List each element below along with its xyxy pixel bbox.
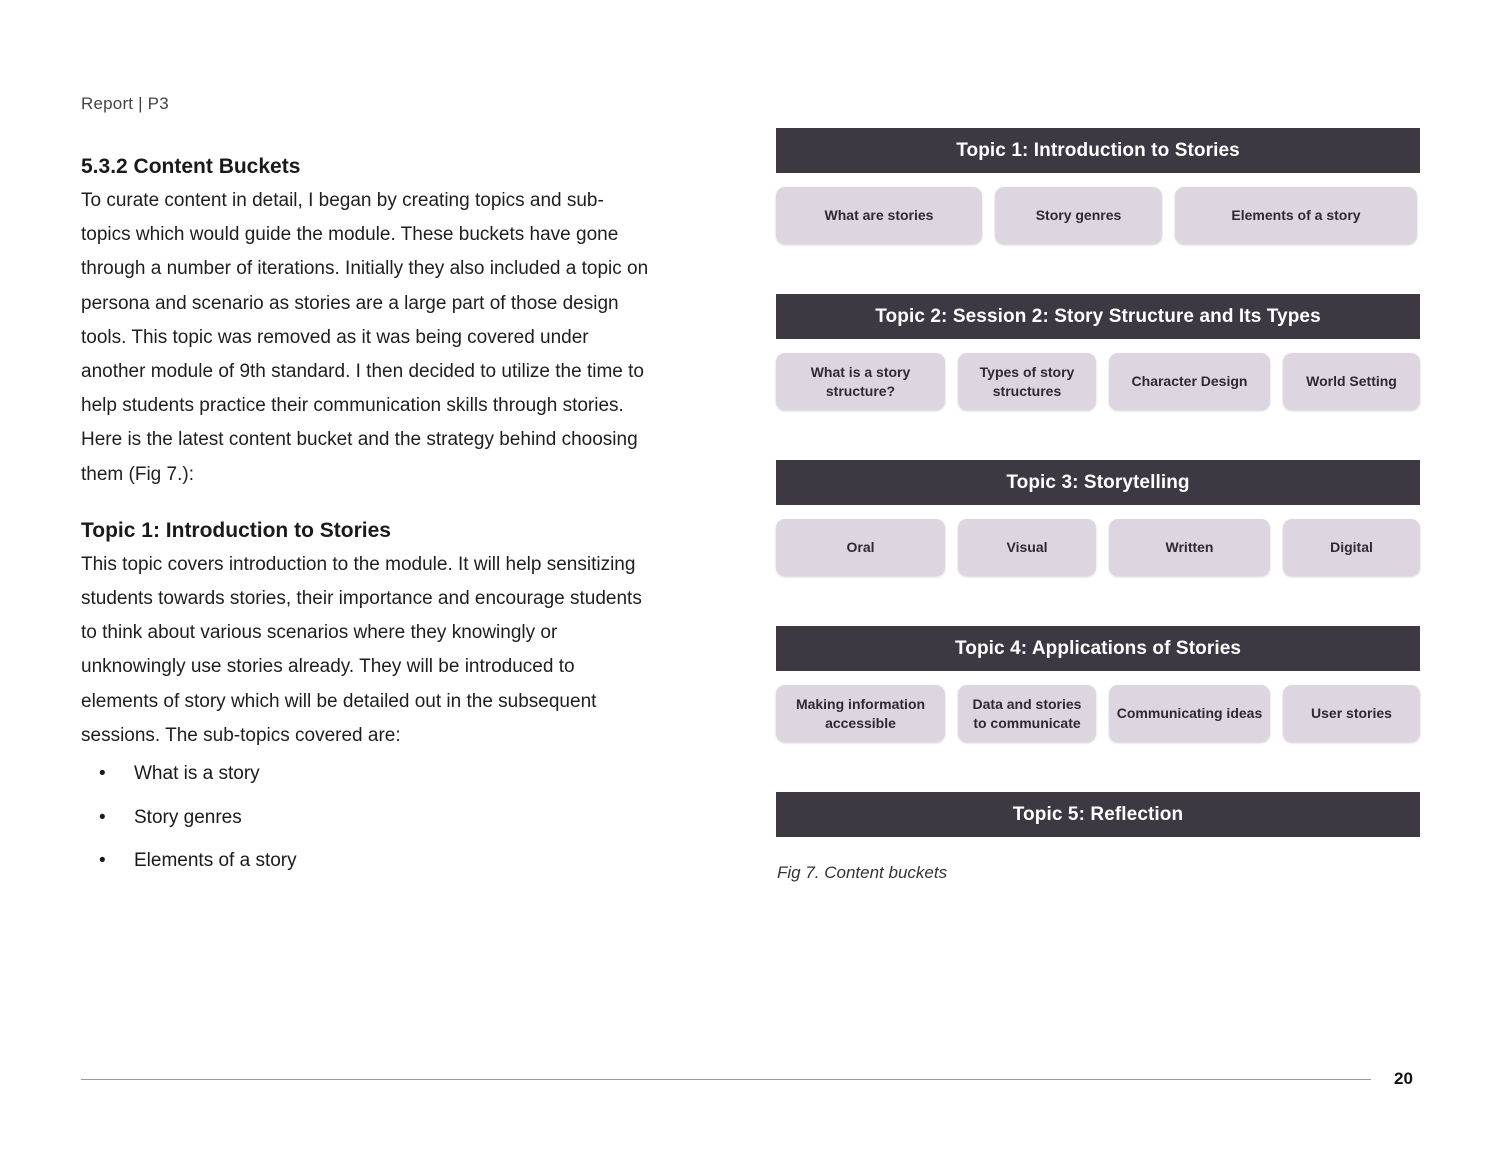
list-item	[81, 805, 651, 830]
subtopic-chip: Digital	[1283, 519, 1420, 576]
subtopic-chip: Communicating ideas	[1109, 685, 1270, 742]
topic1-paragraph: This topic covers introduction to the module. It will help sensitizing students towards stories, their importance and encourage students to think about various scenarios where they knowingly or unknowingly use stories already. They will be introduced to elements of story which will be detailed out in the subsequent sessions. The sub-topics covered are:	[81, 553, 642, 746]
content-buckets-diagram	[776, 128, 1420, 837]
topic-bar-1: Topic 1: Introduction to Stories	[776, 128, 1420, 173]
subtopic-chip: What is a story structure?	[776, 353, 945, 410]
subtopic-chip: User stories	[1283, 685, 1420, 742]
topic-bar-4: Topic 4: Applications of Stories	[776, 626, 1420, 671]
topic-block-1	[776, 128, 1420, 244]
section-heading: 5.3.2 Content Buckets	[81, 155, 301, 178]
subtopic-list	[81, 761, 651, 873]
subtopic-chip: Data and stories to communicate	[958, 685, 1096, 742]
topic-bar-2: Topic 2: Session 2: Story Structure and Its Types	[776, 294, 1420, 339]
topic-block-3	[776, 460, 1420, 576]
list-item-label: Story genres	[134, 806, 242, 828]
figure-caption: Fig 7. Content buckets	[777, 863, 948, 882]
topic-bar-3: Topic 3: Storytelling	[776, 460, 1420, 505]
subtopic-chip: Visual	[958, 519, 1096, 576]
subtopic-row-3	[776, 519, 1420, 576]
subtopic-chip: Oral	[776, 519, 945, 576]
subtopic-chip: What are stories	[776, 187, 982, 244]
subtopic-row-2	[776, 353, 1420, 410]
topic-block-5	[776, 792, 1420, 837]
topic-bar-5: Topic 5: Reflection	[776, 792, 1420, 837]
subtopic-row-4	[776, 685, 1420, 742]
subtopic-chip: Story genres	[995, 187, 1162, 244]
list-item-label: Elements of a story	[134, 850, 297, 872]
bullet-icon: •	[99, 763, 106, 785]
topic1-heading: Topic 1: Introduction to Stories	[81, 518, 391, 542]
topic-block-2	[776, 294, 1420, 410]
list-item-label: What is a story	[134, 763, 260, 785]
topic-block-4	[776, 626, 1420, 742]
subtopic-row-1	[776, 187, 1420, 244]
subtopic-chip: Making information accessible	[776, 685, 945, 742]
section-paragraph: To curate content in detail, I began by creating topics and sub-topics which would guide the module. These buckets have gone through a number of iterations. Initially they also included a topic on persona and scenario as stories are a large part of those design tools. This topic was removed as it was being covered under another module of 9th standard. I then decided to utilize the time to help students practice their communication skills through stories. Here is the latest content bucket and the strategy behind choosing them (Fig 7.):	[81, 190, 649, 485]
report-header-label: Report | P3	[81, 94, 169, 113]
page-number: 20	[1394, 1069, 1413, 1088]
list-item	[81, 761, 651, 786]
subtopic-chip: Types of story structures	[958, 353, 1096, 410]
subtopic-chip: Written	[1109, 519, 1270, 576]
subtopic-chip: World Setting	[1283, 353, 1420, 410]
subtopic-chip: Elements of a story	[1175, 187, 1417, 244]
subtopic-chip: Character Design	[1109, 353, 1270, 410]
text-column	[81, 152, 651, 892]
bullet-icon: •	[99, 806, 106, 828]
bullet-icon: •	[99, 850, 106, 872]
list-item	[81, 848, 651, 873]
footer-divider	[81, 1079, 1371, 1080]
